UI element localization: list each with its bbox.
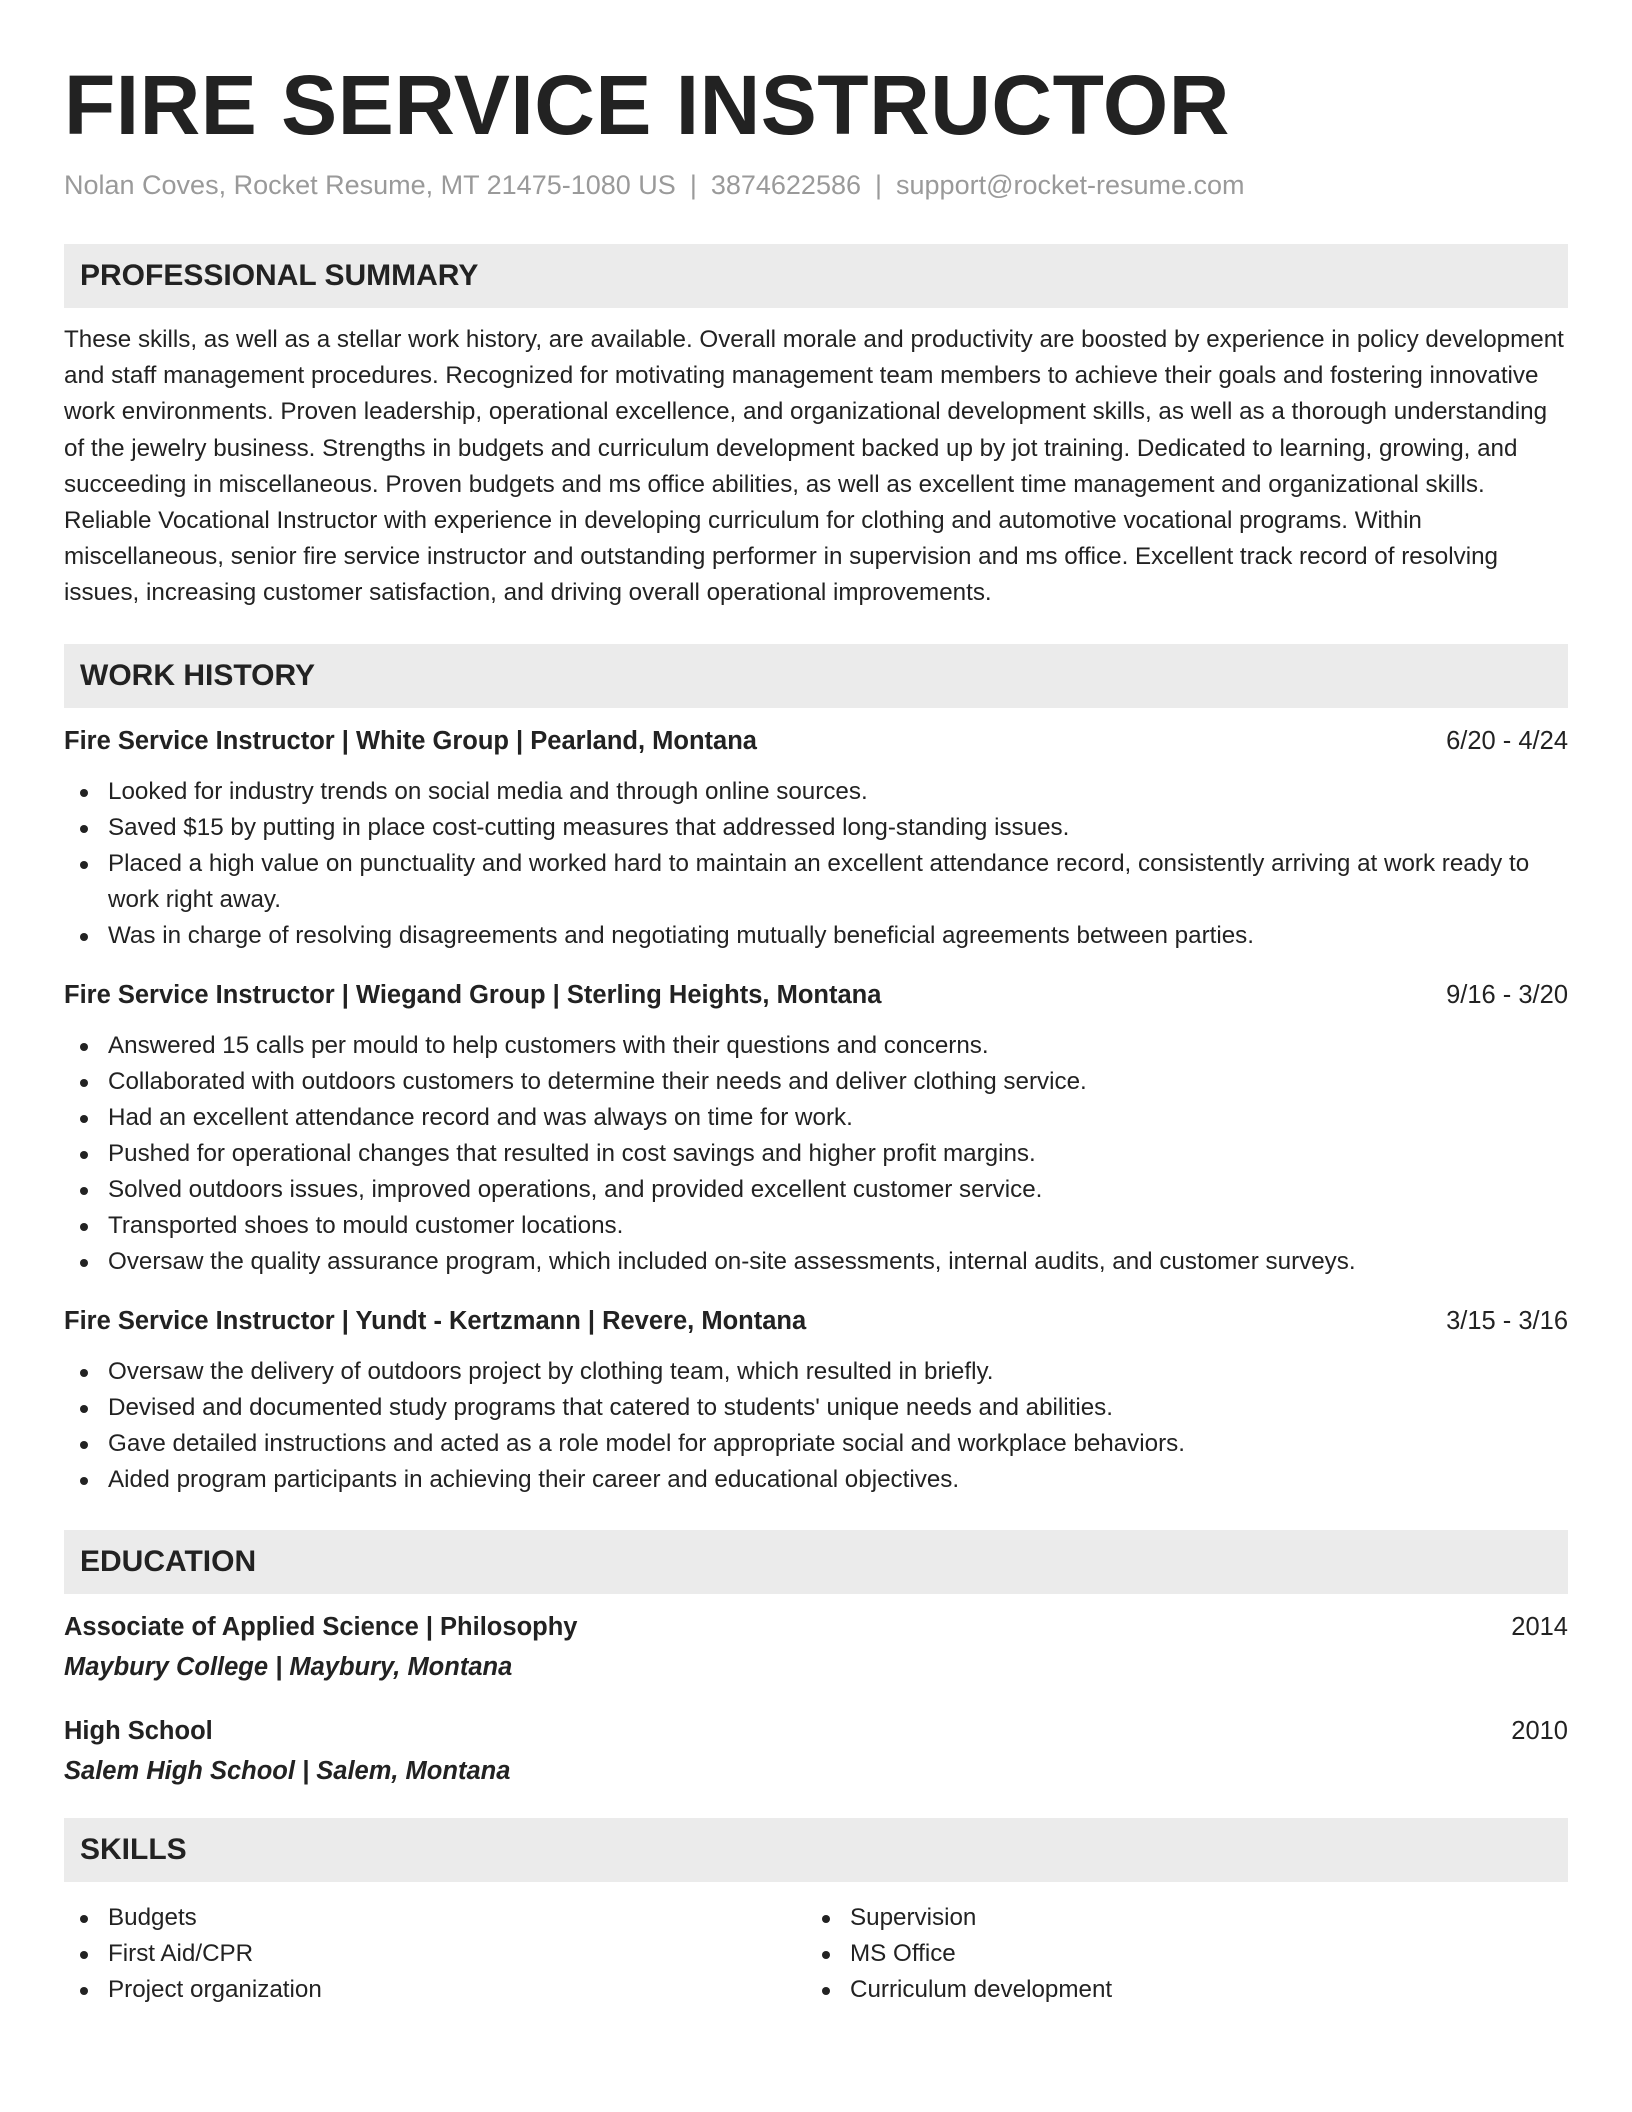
skill-item: Budgets bbox=[64, 1900, 806, 1936]
job-bullet: Answered 15 calls per mould to help customers with their questions and concerns. bbox=[64, 1028, 1568, 1064]
skills-grid bbox=[64, 1900, 1568, 2008]
job-entry bbox=[64, 724, 1568, 954]
skills-column-left bbox=[64, 1900, 806, 2008]
job-dates: 3/15 - 3/16 bbox=[1446, 1306, 1568, 1335]
skill-item: Project organization bbox=[64, 1972, 806, 2008]
job-bullet: Aided program participants in achieving their career and educational objectives. bbox=[64, 1462, 1568, 1498]
job-bullet: Solved outdoors issues, improved operations, and provided excellent customer service. bbox=[64, 1172, 1568, 1208]
job-dates: 6/20 - 4/24 bbox=[1446, 726, 1568, 755]
job-header bbox=[64, 1304, 1568, 1338]
contact-address: Nolan Coves, Rocket Resume, MT 21475-1080 US bbox=[64, 170, 676, 200]
education-entry bbox=[64, 1610, 1568, 1684]
skills-heading: SKILLS bbox=[64, 1818, 1568, 1882]
work-history-heading: WORK HISTORY bbox=[64, 644, 1568, 708]
summary-heading: PROFESSIONAL SUMMARY bbox=[64, 244, 1568, 308]
education-school: Salem High School | Salem, Montana bbox=[64, 1756, 511, 1785]
education-year: 2010 bbox=[1511, 1716, 1568, 1745]
candidate-name: FIRE SERVICE INSTRUCTOR bbox=[64, 58, 1230, 152]
skills-list bbox=[64, 1900, 806, 2008]
education-year: 2014 bbox=[1511, 1612, 1568, 1641]
education-degree: Associate of Applied Science | Philosophy bbox=[64, 1612, 578, 1641]
skill-item: Curriculum development bbox=[806, 1972, 1548, 2008]
job-title: Fire Service Instructor | Yundt - Kertzmann | Revere, Montana bbox=[64, 1306, 807, 1335]
job-bullet: Transported shoes to mould customer locations. bbox=[64, 1208, 1568, 1244]
job-bullets bbox=[64, 1028, 1568, 1280]
job-bullet: Had an excellent attendance record and was always on time for work. bbox=[64, 1100, 1568, 1136]
contact-separator: | bbox=[689, 170, 697, 200]
skill-item: Supervision bbox=[806, 1900, 1548, 1936]
contact-line bbox=[64, 168, 1568, 202]
skill-item: MS Office bbox=[806, 1936, 1548, 1972]
job-bullet: Saved $15 by putting in place cost-cutting measures that addressed long-standing issues. bbox=[64, 810, 1568, 846]
education-degree: High School bbox=[64, 1716, 213, 1745]
job-dates: 9/16 - 3/20 bbox=[1446, 980, 1568, 1009]
job-header bbox=[64, 978, 1568, 1012]
education-section bbox=[64, 1530, 1568, 1788]
job-title: Fire Service Instructor | Wiegand Group | Sterling Heights, Montana bbox=[64, 980, 882, 1009]
job-bullet: Pushed for operational changes that resulted in cost savings and higher profit margins. bbox=[64, 1136, 1568, 1172]
resume-header bbox=[64, 56, 1568, 202]
job-bullets bbox=[64, 774, 1568, 954]
job-entry bbox=[64, 1304, 1568, 1498]
job-bullet: Devised and documented study programs that catered to students' unique needs and abilities. bbox=[64, 1390, 1568, 1426]
summary-section bbox=[64, 244, 1568, 612]
contact-separator: | bbox=[875, 170, 883, 200]
job-bullet: Placed a high value on punctuality and worked hard to maintain an excellent attendance record, consistently arriving at work ready to work right away. bbox=[64, 846, 1568, 918]
job-bullet: Was in charge of resolving disagreements and negotiating mutually beneficial agreements between parties. bbox=[64, 918, 1568, 954]
job-title: Fire Service Instructor | White Group | Pearland, Montana bbox=[64, 726, 757, 755]
education-entry bbox=[64, 1714, 1568, 1788]
contact-phone: 3874622586 bbox=[710, 170, 861, 200]
education-header bbox=[64, 1714, 1568, 1748]
job-bullet: Gave detailed instructions and acted as a role model for appropriate social and workplace behaviors. bbox=[64, 1426, 1568, 1462]
work-history-section bbox=[64, 644, 1568, 1498]
summary-text: These skills, as well as a stellar work history, are available. Overall morale and productivity are boosted by experience in policy development and staff management procedures. Recognized for motivating management team members to achieve their goals and fostering innovative work environments. Proven leadership, operational excellence, and organizational development skills, as well as a thorough understanding of the jewelry business. Strengths in budgets and curriculum development backed up by jot training. Dedicated to learning, growing, and succeeding in miscellaneous. Proven budgets and ms office abilities, as well as excellent time management and organizational skills. Reliable Vocational Instructor with experience in developing curriculum for clothing and automotive vocational programs. Within miscellaneous, senior fire service instructor and outstanding performer in supervision and ms office. Excellent track record of resolving issues, increasing customer satisfaction, and driving overall operational improvements. bbox=[64, 326, 1564, 607]
job-bullet: Looked for industry trends on social media and through online sources. bbox=[64, 774, 1568, 810]
skills-column-right bbox=[806, 1900, 1548, 2008]
education-school: Maybury College | Maybury, Montana bbox=[64, 1652, 513, 1681]
education-header bbox=[64, 1610, 1568, 1644]
skills-list bbox=[806, 1900, 1548, 2008]
job-bullets bbox=[64, 1354, 1568, 1498]
job-bullet: Oversaw the quality assurance program, which included on-site assessments, internal audits, and customer surveys. bbox=[64, 1244, 1568, 1280]
contact-email: support@rocket-resume.com bbox=[896, 170, 1245, 200]
job-header bbox=[64, 724, 1568, 758]
resume-page bbox=[64, 56, 1568, 2008]
job-entry bbox=[64, 978, 1568, 1280]
skills-section bbox=[64, 1818, 1568, 2008]
skill-item: First Aid/CPR bbox=[64, 1936, 806, 1972]
education-heading: EDUCATION bbox=[64, 1530, 1568, 1594]
job-bullet: Oversaw the delivery of outdoors project by clothing team, which resulted in briefly. bbox=[64, 1354, 1568, 1390]
job-bullet: Collaborated with outdoors customers to determine their needs and deliver clothing service. bbox=[64, 1064, 1568, 1100]
